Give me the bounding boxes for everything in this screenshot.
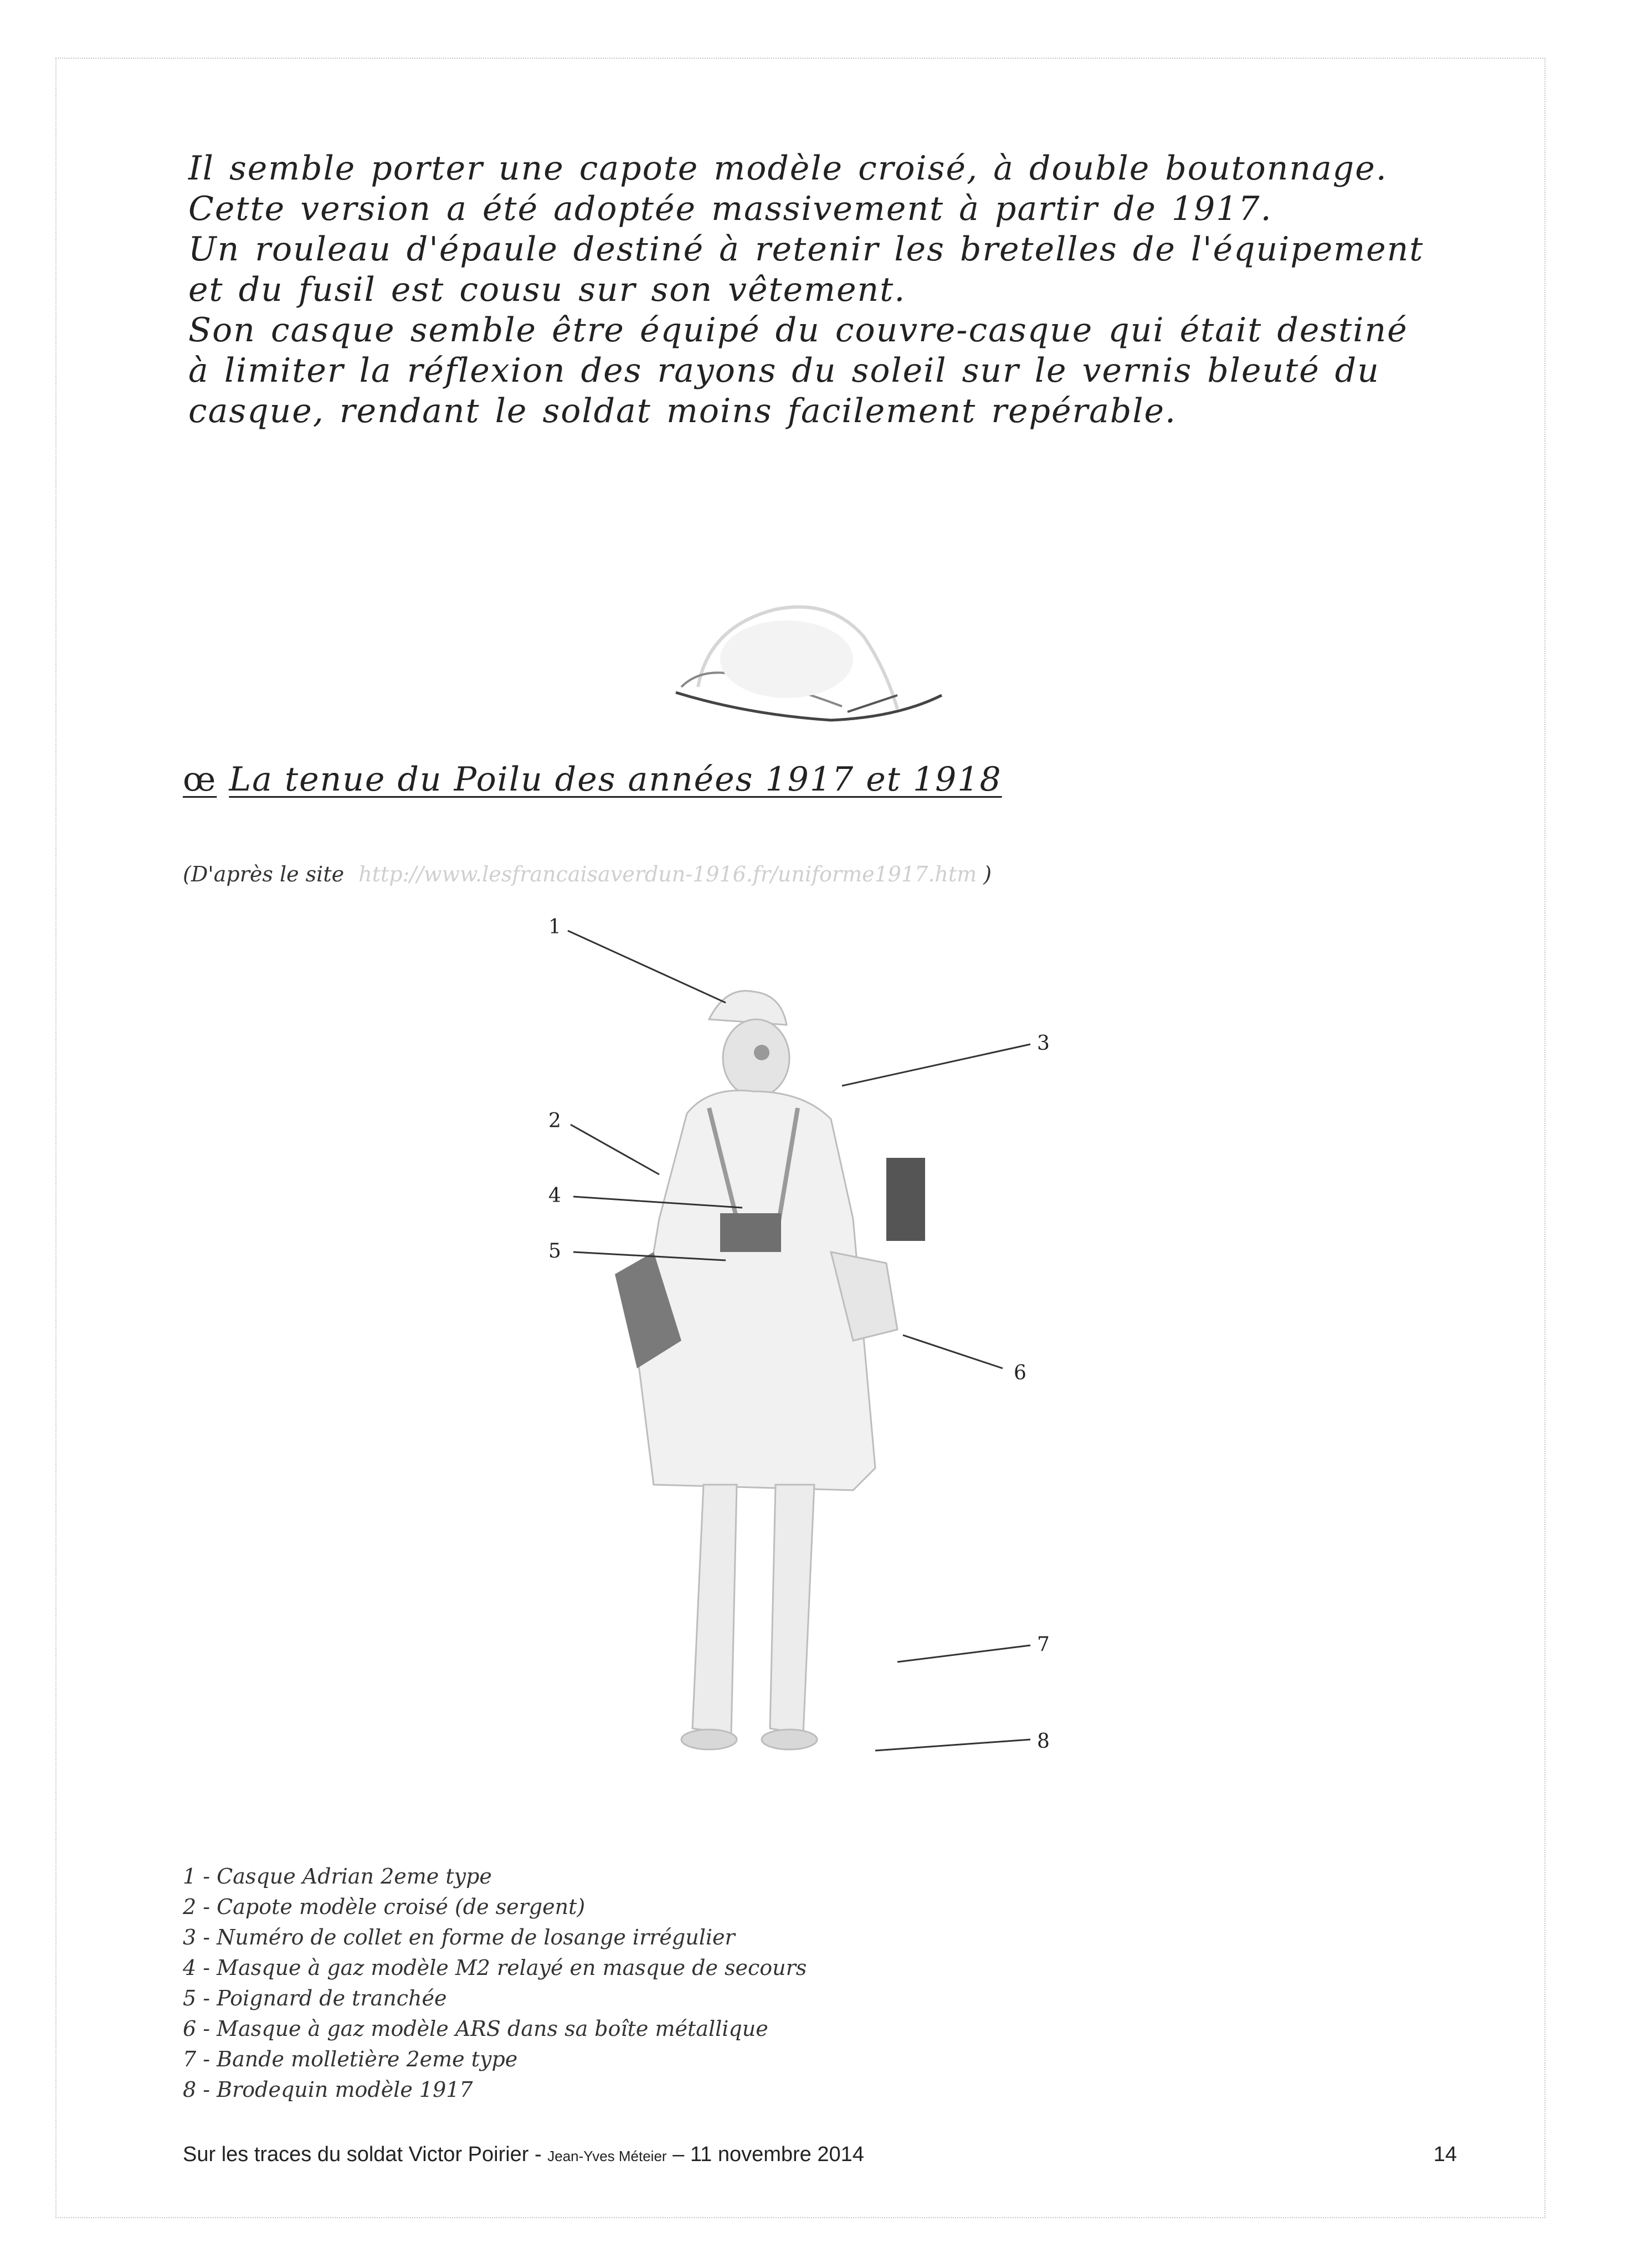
source-link[interactable]: http://www.lesfrancaisaverdun-1916.fr/uniforme1917.htm xyxy=(358,862,977,886)
footer-separator: – xyxy=(666,2143,690,2166)
source-close: ) xyxy=(983,862,992,886)
callout-7: 7 xyxy=(1037,1633,1050,1656)
legend-item: 5 - Poignard de tranchée xyxy=(183,1986,447,2010)
intro-paragraph: Il semble porter une capote modèle croisé, à double boutonnage. Cette version a été adoptée massivement à partir de 1917. xyxy=(188,149,1388,228)
intro-text xyxy=(188,148,1429,432)
callout-2: 2 xyxy=(548,1110,561,1132)
heading-title: La tenue du Poilu des années 1917 et 1918 xyxy=(229,760,1002,799)
legend-item: 1 - Casque Adrian 2eme type xyxy=(183,1864,492,1889)
callout-6: 6 xyxy=(1014,1362,1026,1384)
source-line xyxy=(183,862,992,886)
legend-item: 2 - Capote modèle croisé (de sergent) xyxy=(183,1895,586,1919)
footer-title: Sur les traces du soldat Victor Poirier xyxy=(183,2143,529,2166)
callout-5: 5 xyxy=(548,1240,561,1263)
page-number: 14 xyxy=(1433,2143,1457,2166)
section-heading xyxy=(183,760,1002,799)
figure-legend xyxy=(183,1861,807,2105)
footer-author: Jean-Yves Méteier xyxy=(547,2148,667,2164)
legend-item: 4 - Masque à gaz modèle M2 relayé en masque de secours xyxy=(183,1956,807,1980)
soldier-figure xyxy=(543,909,1064,1795)
intro-paragraph: Un rouleau d'épaule destiné à retenir les bretelles de l'équipement et du fusil est cousu sur son vêtement. xyxy=(188,230,1424,309)
footer-date: 11 novembre 2014 xyxy=(690,2143,864,2166)
legend-item: 3 - Numéro de collet en forme de losange irrégulier xyxy=(183,1925,735,1949)
heading-bullet: œ xyxy=(183,760,217,799)
callout-8: 8 xyxy=(1037,1730,1050,1753)
page-footer xyxy=(183,2143,1457,2170)
footer-separator: - xyxy=(528,2143,548,2166)
intro-paragraph: Son casque semble être équipé du couvre-casque qui était destiné à limiter la réflexion des rayons du soleil sur le vernis bleuté du casque, rendant le soldat moins facilement repérable. xyxy=(188,311,1408,430)
callout-3: 3 xyxy=(1037,1032,1050,1055)
callout-4: 4 xyxy=(548,1184,561,1207)
legend-item: 8 - Brodequin modèle 1917 xyxy=(183,2077,473,2102)
callout-1: 1 xyxy=(548,916,561,938)
legend-item: 6 - Masque à gaz modèle ARS dans sa boîte métallique xyxy=(183,2016,768,2041)
source-label: (D'après le site xyxy=(183,862,345,886)
legend-item: 7 - Bande molletière 2eme type xyxy=(183,2047,518,2071)
helmet-photo xyxy=(665,576,953,742)
